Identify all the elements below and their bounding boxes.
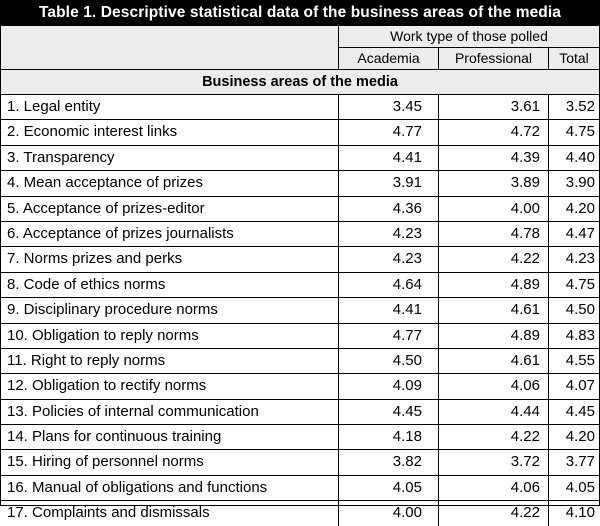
total-value: 4.23 [565, 250, 595, 268]
table-row [1, 297, 599, 322]
table-row [1, 399, 599, 424]
professional-value: 4.61 [439, 349, 549, 373]
total-value: 4.83 [565, 326, 595, 344]
total-value: 3.90 [565, 174, 595, 192]
total-value: 4.20 [565, 428, 595, 446]
academia-value: 4.50 [339, 349, 439, 373]
table-row [1, 272, 599, 297]
row-label: 14. Plans for continuous training [1, 425, 339, 449]
academia-value: 3.91 [339, 171, 439, 195]
academia-value: 4.77 [339, 324, 439, 348]
professional-value: 4.89 [439, 273, 549, 297]
table-header [1, 25, 599, 69]
table-row [1, 145, 599, 170]
academia-value: 4.77 [339, 120, 439, 144]
academia-value: 3.45 [339, 95, 439, 119]
row-label: 7. Norms prizes and perks [1, 247, 339, 271]
table-row [1, 348, 599, 373]
total-value: 4.10 [565, 504, 595, 522]
table-row [1, 119, 599, 144]
row-label: 11. Right to reply norms [1, 349, 339, 373]
table-row [1, 94, 599, 119]
professional-value: 3.61 [439, 95, 549, 119]
professional-value: 4.22 [439, 247, 549, 271]
row-label: 2. Economic interest links [1, 120, 339, 144]
row-label: 3. Transparency [1, 146, 339, 170]
professional-value: 3.72 [439, 450, 549, 474]
academia-value: 4.09 [339, 374, 439, 398]
professional-value: 4.22 [439, 501, 549, 525]
total-value: 4.45 [565, 402, 595, 420]
total-value: 4.47 [565, 224, 595, 242]
header-blank-cell [1, 26, 339, 69]
academia-value: 4.00 [339, 501, 439, 525]
professional-value: 4.39 [439, 146, 549, 170]
academia-value: 4.05 [339, 476, 439, 500]
professional-value: 4.06 [439, 476, 549, 500]
professional-value: 4.89 [439, 324, 549, 348]
table-row [1, 373, 599, 398]
row-label: 16. Manual of obligations and functions [1, 476, 339, 500]
professional-value: 4.78 [439, 222, 549, 246]
column-header-academia: Academia [339, 48, 439, 69]
header-group-label: Work type of those polled [339, 26, 599, 48]
row-label: 9. Disciplinary procedure norms [1, 298, 339, 322]
row-label: 8. Code of ethics norms [1, 273, 339, 297]
row-label: 1. Legal entity [1, 95, 339, 119]
row-label: 5. Acceptance of prizes-editor [1, 197, 339, 221]
table-row [1, 500, 599, 525]
academia-value: 4.41 [339, 298, 439, 322]
total-value: 4.40 [565, 148, 595, 166]
professional-value: 4.44 [439, 400, 549, 424]
row-label: 4. Mean acceptance of prizes [1, 171, 339, 195]
column-header-total: Total [559, 50, 589, 66]
academia-value: 4.36 [339, 197, 439, 221]
table-row [1, 221, 599, 246]
table-row [1, 475, 599, 500]
total-value: 4.50 [565, 301, 595, 319]
row-label: 17. Complaints and dismissals [1, 501, 339, 525]
academia-value: 3.82 [339, 450, 439, 474]
professional-value: 4.22 [439, 425, 549, 449]
total-value: 4.05 [565, 478, 595, 496]
academia-value: 4.18 [339, 425, 439, 449]
academia-value: 4.23 [339, 222, 439, 246]
table-row [1, 424, 599, 449]
academia-value: 4.45 [339, 400, 439, 424]
table-row [1, 449, 599, 474]
row-label: 15. Hiring of personnel norms [1, 450, 339, 474]
total-value: 3.77 [565, 453, 595, 471]
table-row [1, 170, 599, 195]
column-header-professional: Professional [439, 48, 549, 69]
professional-value: 4.72 [439, 120, 549, 144]
total-value: 3.52 [565, 98, 595, 115]
professional-value: 4.61 [439, 298, 549, 322]
row-label: 13. Policies of internal communication [1, 400, 339, 424]
total-value: 4.07 [565, 377, 595, 395]
table-row [1, 246, 599, 271]
academia-value: 4.64 [339, 273, 439, 297]
total-value: 4.55 [565, 351, 595, 369]
total-value: 4.75 [565, 123, 595, 141]
section-heading: Business areas of the media [1, 69, 599, 94]
professional-value: 3.89 [439, 171, 549, 195]
row-label: 6. Acceptance of prizes journalists [1, 222, 339, 246]
row-label: 10. Obligation to reply norms [1, 324, 339, 348]
table-body [1, 94, 599, 526]
row-label: 12. Obligation to rectify norms [1, 374, 339, 398]
professional-value: 4.06 [439, 374, 549, 398]
table-row [1, 323, 599, 348]
professional-value: 4.00 [439, 197, 549, 221]
table-row [1, 196, 599, 221]
table-title: Table 1. Descriptive statistical data of the business areas of the media [1, 1, 599, 25]
total-value: 4.20 [565, 199, 595, 217]
academia-value: 4.23 [339, 247, 439, 271]
total-value: 4.75 [565, 275, 595, 293]
academia-value: 4.41 [339, 146, 439, 170]
